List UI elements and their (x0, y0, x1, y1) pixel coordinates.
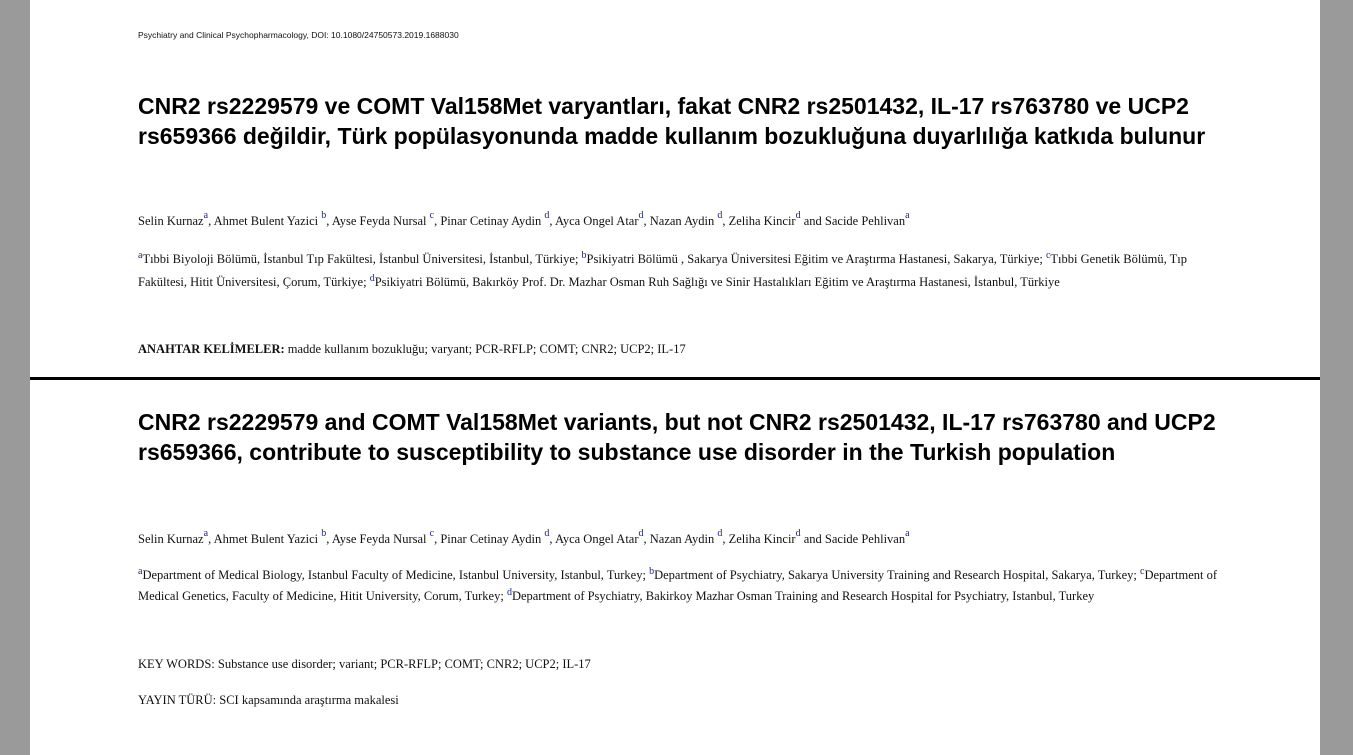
author-separator: and (800, 532, 825, 547)
affiliation: Department of Psychiatry, Sakarya University Training and Research Hospital, Sakarya, Turkey; (654, 568, 1141, 583)
publication-type-label: YAYIN TÜRÜ: (138, 693, 217, 707)
author-affil-mark: a (905, 210, 910, 221)
author-list-english (138, 530, 1228, 547)
author-affil-mark: d (795, 528, 801, 539)
affiliations-english (138, 563, 1218, 605)
author (138, 528, 214, 547)
author-affil-mark: b (321, 528, 327, 539)
author (213, 210, 332, 229)
author-affil-mark: d (717, 210, 723, 221)
author (554, 210, 650, 229)
affiliation: Tıbbi Genetik Bölümü, Tıp Fakültesi, Hitit Üniversitesi, Çorum, Türkiye; (138, 252, 1187, 290)
author-name: Ayse Feyda Nursal (331, 214, 430, 229)
author-affil-mark: a (203, 210, 209, 221)
author-affil-mark: d (795, 210, 801, 221)
affiliation: Department of Medical Biology, Istanbul Faculty of Medicine, Istanbul University, Istanbul, Turkey; (142, 568, 650, 583)
affil-mark: a (138, 566, 143, 577)
author-separator: , (722, 532, 729, 547)
title-turkish: CNR2 rs2229579 ve COMT Val158Met varyantları, fakat CNR2 rs2501432, IL-17 rs763780 ve UCP2 rs659366 değildir, Türk popülasyonunda madde kullanım bozukluğuna duyarlılığa katkıda bulunur (138, 93, 1206, 149)
affil-mark: d (369, 273, 375, 285)
author (728, 528, 825, 547)
author-name: Sacide Pehlivan (824, 532, 906, 547)
author (440, 210, 555, 229)
author-name: Zeliha Kincir (728, 532, 796, 547)
affiliation: Department of Psychiatry, Bakirkoy Mazhar Osman Training and Research Hospital for Psychiatry, Istanbul, Turkey (511, 589, 1095, 604)
author-name: Ayca Ongel Atar (554, 214, 639, 229)
author-name: Pinar Cetinay Aydin (440, 532, 545, 547)
author-affil-mark: d (544, 528, 550, 539)
author-separator: , (643, 532, 650, 547)
author (554, 528, 650, 547)
author-name: Pinar Cetinay Aydin (440, 214, 545, 229)
author-separator: , (722, 214, 729, 229)
affiliations-turkish (138, 246, 1218, 292)
author-affil-mark: c (429, 210, 435, 221)
author (331, 528, 441, 547)
author-list-turkish (138, 212, 1228, 229)
author (649, 528, 729, 547)
author-separator: , (643, 214, 650, 229)
author-separator: , (208, 532, 214, 547)
author-separator: , (549, 532, 555, 547)
affiliation: Psikiyatri Bölümü , Sakarya Üniversitesi Eğitim ve Araştırma Hastanesi, Sakarya, Türkiye; (586, 252, 1046, 267)
author (440, 528, 555, 547)
author-affil-mark: d (544, 210, 550, 221)
author-name: Selin Kurnaz (138, 532, 204, 547)
author-name: Sacide Pehlivan (824, 214, 906, 229)
document-page (30, 0, 1320, 755)
affiliation: Tıbbi Biyoloji Bölümü, İstanbul Tıp Fakültesi, İstanbul Üniversitesi, İstanbul, Türkiye; (142, 252, 582, 267)
author (213, 528, 332, 547)
affil-mark: c (1045, 250, 1051, 261)
author-name: Nazan Aydin (649, 532, 718, 547)
author (824, 528, 910, 547)
author (138, 210, 214, 229)
author-affil-mark: d (717, 528, 723, 539)
keywords-label: ANAHTAR KELİMELER: (138, 342, 285, 356)
journal-header: Psychiatry and Clinical Psychopharmacology, DOI: 10.1080/24750573.2019.1688030 (138, 30, 459, 40)
author-affil-mark: b (321, 210, 327, 221)
publication-type-text: SCI kapsamında araştırma makalesi (216, 693, 399, 707)
author (649, 210, 729, 229)
affiliation: Department of Medical Genetics, Faculty of Medicine, Hitit University, Corum, Turkey; (138, 568, 1218, 604)
keywords-english (138, 657, 591, 672)
author-name: Ahmet Bulent Yazici (213, 214, 322, 229)
author-separator: , (208, 214, 214, 229)
author-separator: , (326, 214, 332, 229)
author (728, 210, 825, 229)
author-affil-mark: d (638, 210, 644, 221)
author-name: Ayse Feyda Nursal (331, 532, 430, 547)
author (331, 210, 441, 229)
affil-mark: a (138, 250, 143, 261)
keywords-text: madde kullanım bozukluğu; varyant; PCR-RFLP; COMT; CNR2; UCP2; IL-17 (284, 342, 686, 356)
affil-mark: b (649, 566, 655, 577)
author-separator: , (326, 532, 332, 547)
author-separator: , (434, 214, 441, 229)
author-separator: , (434, 532, 441, 547)
author-affil-mark: d (638, 528, 644, 539)
author-name: Zeliha Kincir (728, 214, 796, 229)
affiliation: Psikiyatri Bölümü, Bakırköy Prof. Dr. Mazhar Osman Ruh Sağlığı ve Sinir Hastalıkları Eğitim ve Araştırma Hastanesi, İstanbul, Türkiye (374, 275, 1060, 290)
author-affil-mark: a (203, 528, 209, 539)
author-affil-mark: c (429, 528, 435, 539)
affil-mark: d (506, 587, 512, 599)
publication-type (138, 693, 399, 708)
author-name: Selin Kurnaz (138, 214, 204, 229)
section-divider (30, 377, 1320, 380)
affil-mark: c (1140, 566, 1145, 577)
author-name: Nazan Aydin (649, 214, 718, 229)
keywords-label: KEY WORDS: (138, 657, 215, 671)
keywords-turkish (138, 342, 686, 357)
author-affil-mark: a (905, 528, 910, 539)
title-english: CNR2 rs2229579 and COMT Val158Met variants, but not CNR2 rs2501432, IL-17 rs763780 and UCP2 rs659366, contribute to susceptibility to substance use disorder in the Turkish population (138, 409, 1216, 465)
author-separator: and (800, 214, 825, 229)
keywords-text: Substance use disorder; variant; PCR-RFLP; COMT; CNR2; UCP2; IL-17 (214, 657, 591, 671)
author-separator: , (549, 214, 555, 229)
affil-mark: b (581, 250, 587, 261)
author (824, 210, 910, 229)
author-name: Ayca Ongel Atar (554, 532, 639, 547)
author-name: Ahmet Bulent Yazici (213, 532, 322, 547)
